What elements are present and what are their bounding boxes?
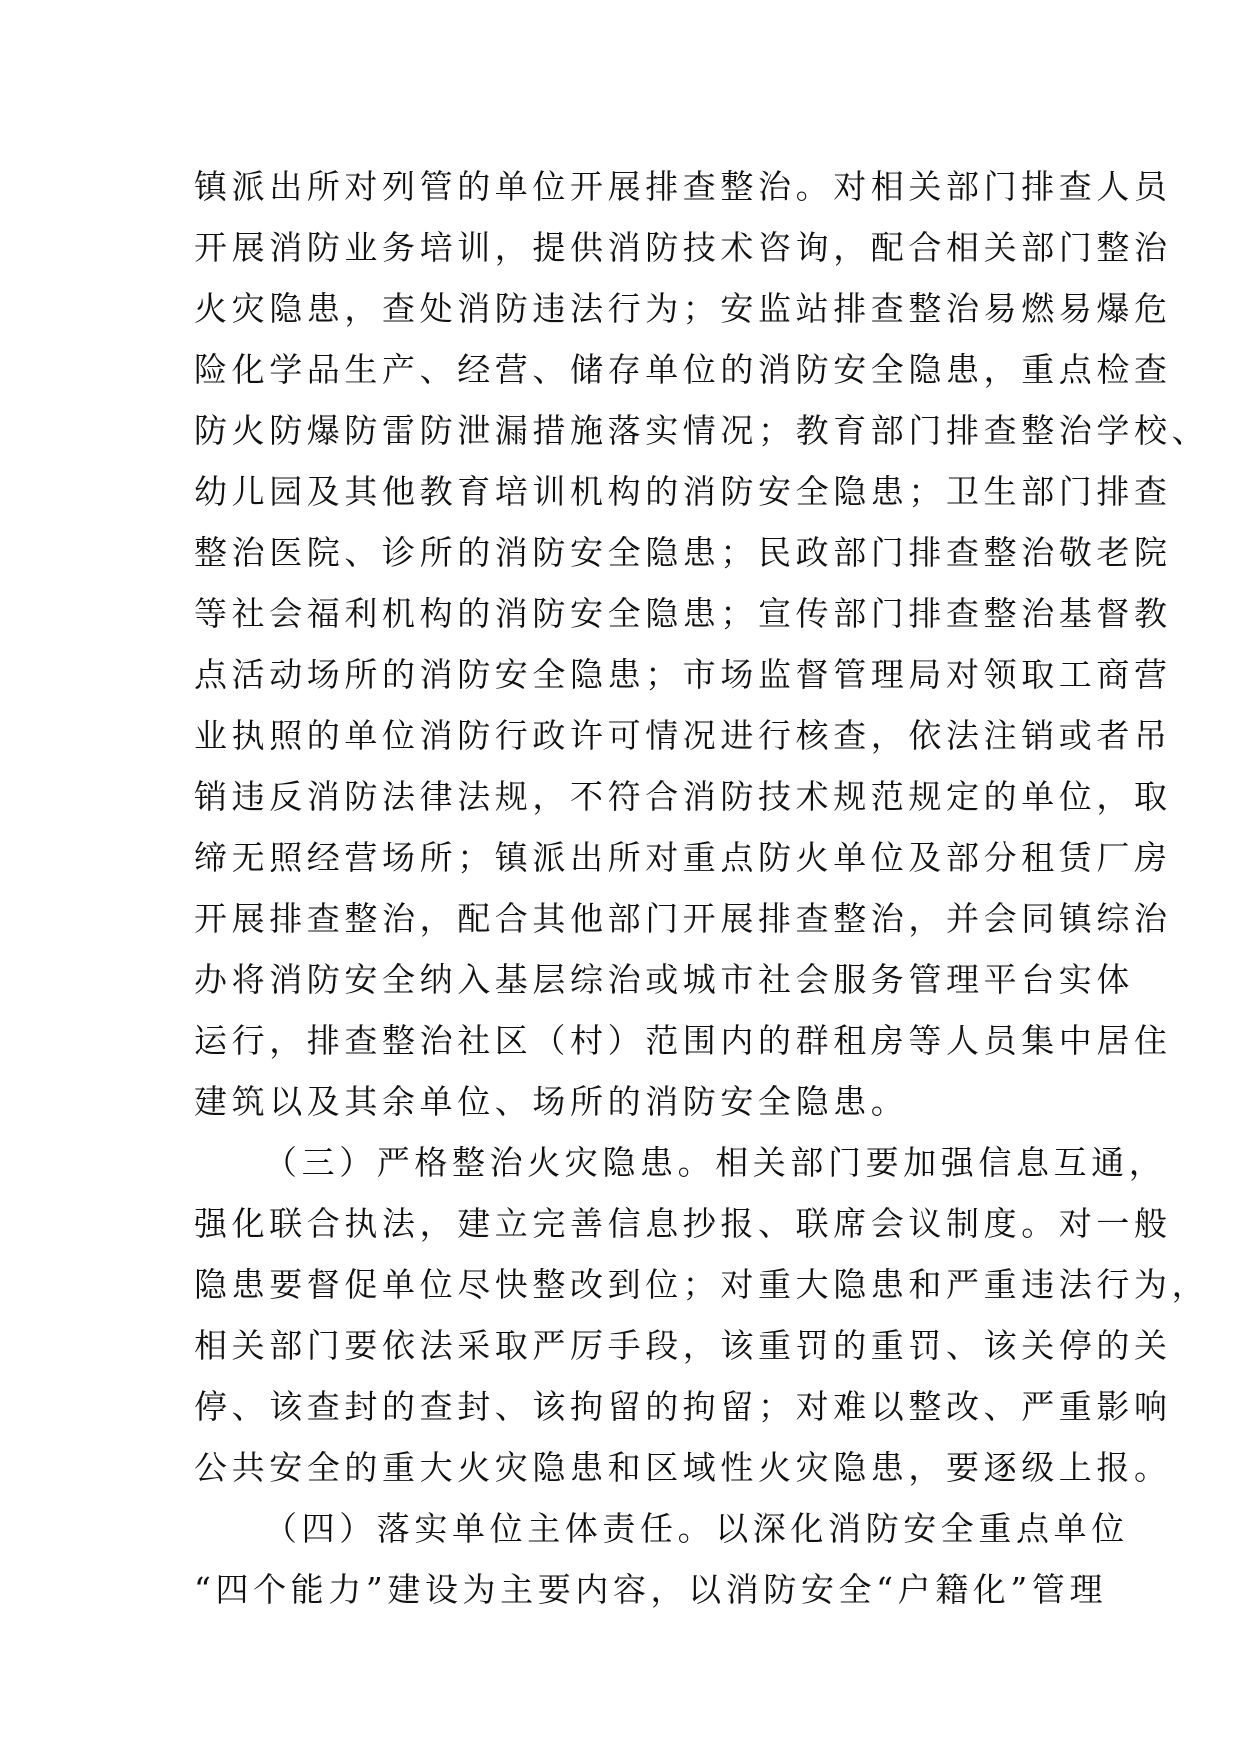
text-line: 办将消防安全纳入基层综治或城市社会服务管理平台实体	[194, 960, 1134, 999]
paragraph-3	[194, 1498, 1129, 1620]
text-line: 开展排查整治，配合其他部门开展排查整治，并会同镇综治	[194, 899, 1172, 938]
text-line: 防火防爆防雷防泄漏措施落实情况；教育部门排查整治学校、	[194, 411, 1210, 450]
text-line: 幼儿园及其他教育培训机构的消防安全隐患；卫生部门排查	[194, 472, 1172, 511]
text-line: “四个能力”建设为主要内容，以消防安全“户籍化”管理	[194, 1570, 1108, 1609]
paragraph-1	[194, 156, 1210, 1132]
text-line: 险化学品生产、经营、储存单位的消防安全隐患，重点检查	[194, 350, 1172, 389]
text-line: 隐患要督促单位尽快整改到位；对重大隐患和严重违法行为，	[194, 1265, 1210, 1304]
text-line: 火灾隐患，查处消防违法行为；安监站排查整治易燃易爆危	[194, 289, 1172, 328]
text-line: 缔无照经营场所；镇派出所对重点防火单位及部分租赁厂房	[194, 838, 1172, 877]
text-line: （三）严格整治火灾隐患。相关部门要加强信息互通，	[264, 1143, 1167, 1182]
text-line: 镇派出所对列管的单位开展排查整治。对相关部门排查人员	[194, 167, 1172, 206]
paragraph-2	[194, 1132, 1210, 1498]
text-line: 点活动场所的消防安全隐患；市场监督管理局对领取工商营	[194, 655, 1172, 694]
text-line: 停、该查封的查封、该拘留的拘留；对难以整改、严重影响	[194, 1387, 1172, 1426]
text-line: 销违反消防法律法规，不符合消防技术规范规定的单位，取	[194, 777, 1172, 816]
document-page	[194, 156, 1210, 1620]
text-line: 强化联合执法，建立完善信息抄报、联席会议制度。对一般	[194, 1204, 1172, 1243]
text-line: 业执照的单位消防行政许可情况进行核查，依法注销或者吊	[194, 716, 1172, 755]
text-line: 等社会福利机构的消防安全隐患；宣传部门排查整治基督教	[194, 594, 1172, 633]
text-line: 运行，排查整治社区（村）范围内的群租房等人员集中居住	[194, 1021, 1172, 1060]
text-line: 开展消防业务培训，提供消防技术咨询，配合相关部门整治	[194, 228, 1172, 267]
text-line: 公共安全的重大火灾隐患和区域性火灾隐患，要逐级上报。	[194, 1448, 1172, 1487]
text-line: 整治医院、诊所的消防安全隐患；民政部门排查整治敬老院	[194, 533, 1172, 572]
text-line: （四）落实单位主体责任。以深化消防安全重点单位	[264, 1509, 1129, 1548]
text-line: 建筑以及其余单位、场所的消防安全隐患。	[194, 1082, 909, 1121]
text-line: 相关部门要依法采取严厉手段，该重罚的重罚、该关停的关	[194, 1326, 1172, 1365]
